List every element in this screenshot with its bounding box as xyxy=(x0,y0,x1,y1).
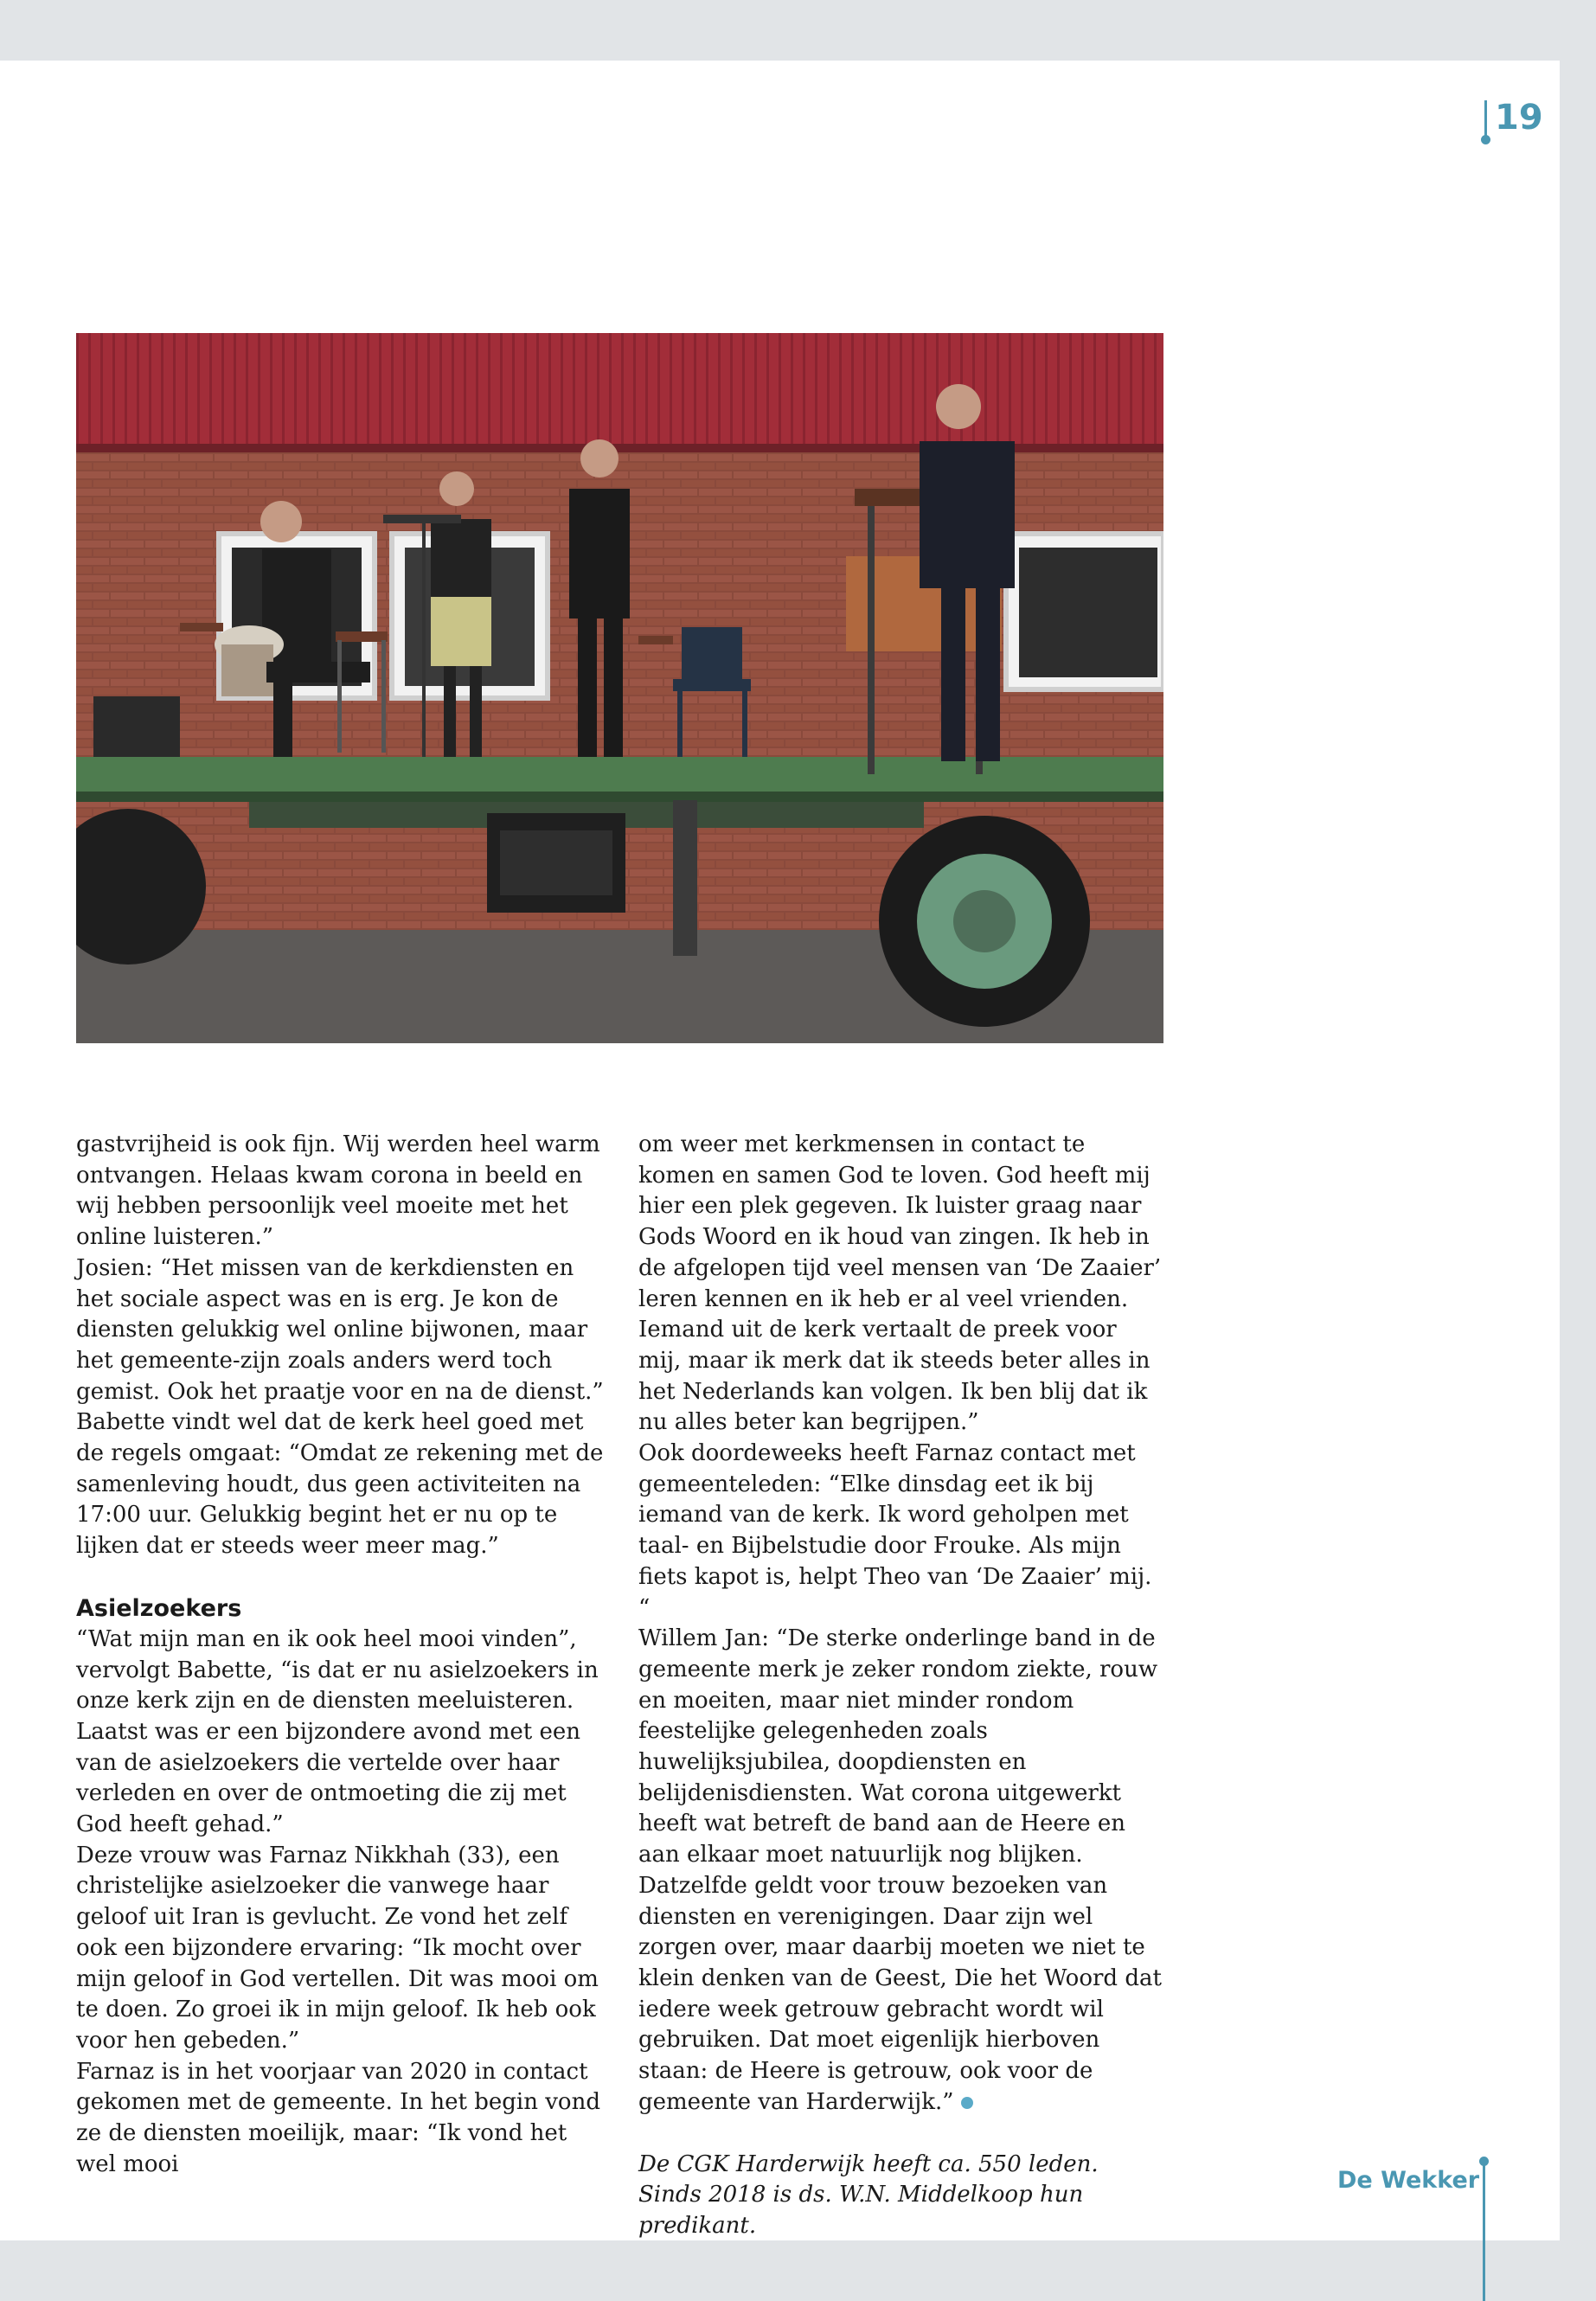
paragraph: Babette vindt wel dat de kerk heel goed met de regels omgaat: “Omdat ze rekening met de samenleving houdt, dus geen activiteiten na 17:00 uur. Gelukkig begint het er nu op te lijken dat er steeds weer meer mag.” xyxy=(76,1409,604,1560)
magazine-brand: De Wekker xyxy=(1337,2167,1480,2194)
paragraph-text: Willem Jan: “De sterke onderlinge band in de gemeente merk je zeker rondom ziekte, rouw en moeiten, maar niet minder rondom feestelijke gelegenheden zoals huwelijksjubilea, doopdiensten en belijdenisdiensten. Wat corona uitgewerkt heeft wat betreft de band aan de Heere en aan elkaar moet natuurlijk nog blijken. Datzelfde geldt voor trouw bezoeken van diensten en verenigingen. Daar zijn wel zorgen over, maar daarbij moeten we niet te klein denken van de Geest, Die het Woord dat iedere week getrouw gebracht wordt wil gebruiken. Dat moet eigenlijk hierboven staan: de Heere is getrouw, ook voor de gemeente van Harderwijk.” xyxy=(638,1625,1162,2115)
paragraph: “Wat mijn man en ik ook heel mooi vinden”, vervolgt Babette, “is dat er nu asielzoekers in onze kerk zijn en de diensten meeluisteren. Laatst was er een bijzondere avond met een van de asielzoekers die vertelde over haar verleden en over de ontmoeting die zij met God heeft gehad.” xyxy=(76,1625,599,1838)
paragraph: Deze vrouw was Farnaz Nikkhah (33), een christelijke asielzoeker die vanwege haar geloof uit Iran is gevlucht. Ze vond het zelf ook een bijzondere ervaring: “Ik mocht over mijn geloof in God vertellen. Dit was mooi om te doen. Zo groei ik in mijn geloof. Ik heb ook voor hen gebeden.” xyxy=(76,1842,599,2054)
paragraph: gastvrijheid is ook fijn. Wij werden heel warm ontvangen. Helaas kwam corona in beeld en wij hebben persoonlijk veel moeite met het online luisteren.” xyxy=(76,1131,600,1251)
footer-rule xyxy=(1483,2163,1485,2301)
closing-note: De CGK Harderwijk heeft ca. 550 leden. Sinds 2018 is ds. W.N. Middelkoop hun predikant. xyxy=(638,2150,1099,2239)
page-number-rule xyxy=(1484,100,1487,138)
end-of-article-dot-icon xyxy=(961,2097,973,2109)
paragraph: om weer met kerkmensen in contact te komen en samen God te loven. God heeft mij hier een plek gegeven. Ik luister graag naar Gods Woord en ik houd van zingen. Ik heb in de afgelopen tijd veel mensen van ‘De Zaaier’ leren kennen en ik heb er al veel vrienden. Iemand uit de kerk vertaalt de preek voor mij, maar ik merk dat ik steeds beter alles in het Nederlands kan volgen. Ik ben blij dat ik nu alles beter kan begrijpen.” xyxy=(638,1131,1162,1436)
page-number-dot xyxy=(1481,135,1490,144)
paragraph: Farnaz is in het voorjaar van 2020 in contact gekomen met de gemeente. In het begin vond ze de diensten moeilijk, maar: “Ik vond het wel mooi xyxy=(76,2058,600,2177)
paragraph xyxy=(638,1624,1166,2118)
paragraph: Ook doordeweeks heeft Farnaz contact met gemeenteleden: “Elke dinsdag eet ik bij iemand van de kerk. Ik word geholpen met taal- en Bijbelstudie door Frouke. Als mijn fiets kapot is, helpt Theo van ‘De Zaaier’ mij. “ xyxy=(638,1440,1152,1621)
article-column-right xyxy=(638,1130,1166,2242)
subheading: Asielzoekers xyxy=(76,1594,242,1622)
paragraph: Josien: “Het missen van de kerkdiensten en het sociale aspect was en is erg. Je kon de diensten gelukkig wel online bijwonen, maar het gemeente-zijn zoals anders werd toch gemist. Ook het praatje voor en na de dienst.” xyxy=(76,1254,604,1405)
outdoor-church-service-photo xyxy=(76,333,1163,1043)
article-column-left xyxy=(76,1130,604,2181)
page-number: 19 xyxy=(1495,98,1543,138)
